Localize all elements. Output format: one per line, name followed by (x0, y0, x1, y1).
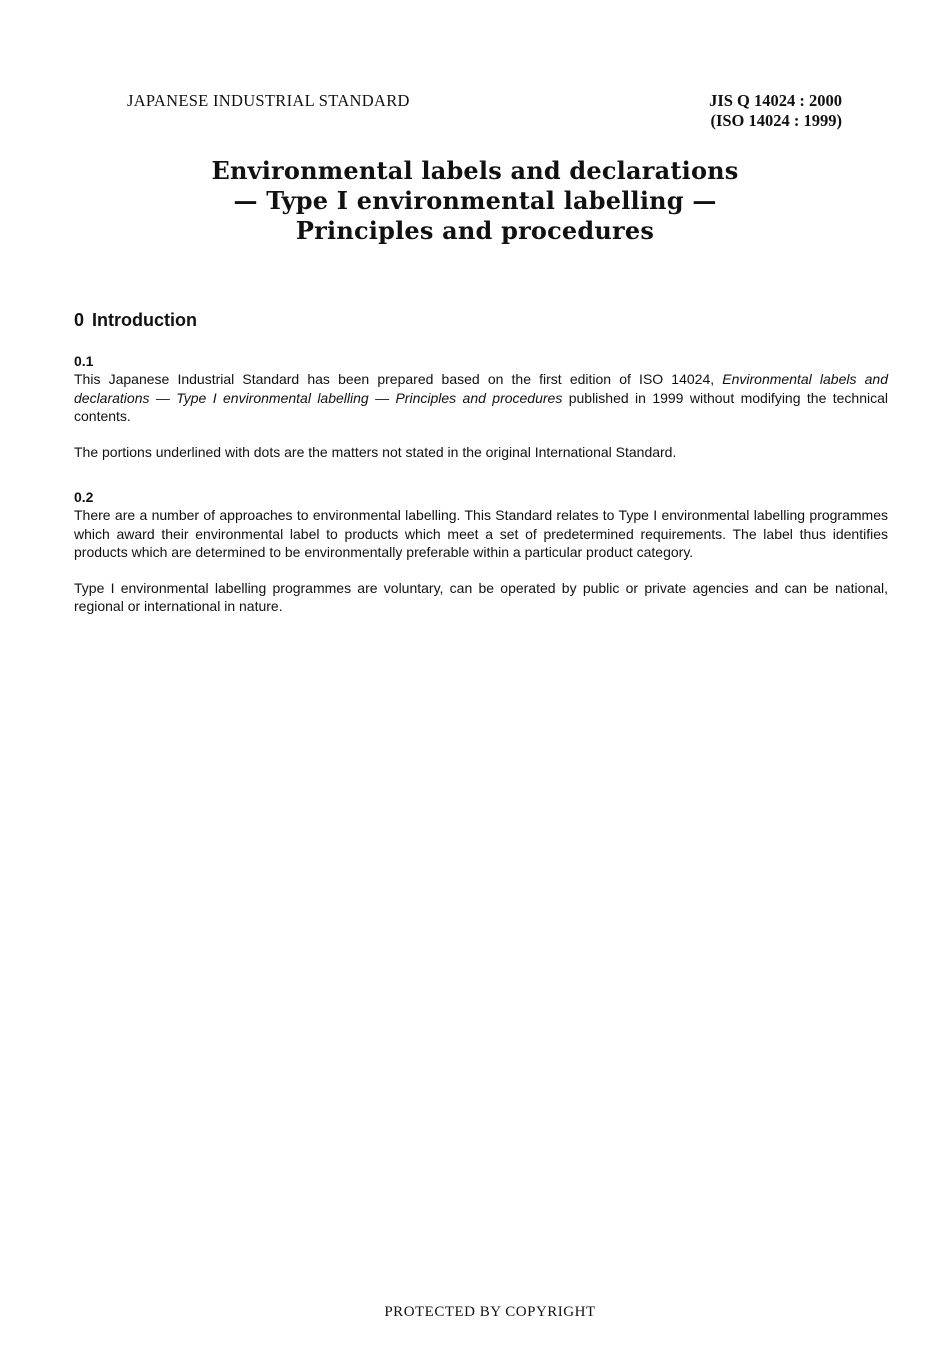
standard-type-label: JAPANESE INDUSTRIAL STANDARD (127, 91, 410, 110)
document-title (0, 156, 950, 246)
paragraph-text: published in 1999 without modifying the technical contents. (74, 389, 888, 424)
section-number: 0 (74, 310, 85, 330)
copyright-footer: PROTECTED BY COPYRIGHT (384, 1304, 596, 1320)
clause-number: 0.1 (74, 353, 94, 369)
clause-paragraph (74, 370, 888, 426)
title-line-2: — Type I environmental labelling — (233, 186, 717, 215)
clause-paragraph: The portions underlined with dots are the matters not stated in the original International Standard. (74, 443, 677, 460)
paragraph-text: This Japanese Industrial Standard has been prepared based on the first edition of ISO 14024, (74, 371, 723, 387)
section-heading (74, 309, 888, 331)
clause-paragraph: Type I environmental labelling programmes are voluntary, can be operated by public or private agencies and can be national, regional or international in nature. (74, 579, 888, 614)
clause-0-1 (74, 352, 888, 461)
clause-paragraph: There are a number of approaches to environmental labelling. This Standard relates to Type I environmental labelling programmes which award their environmental label to products which meet a set of predetermined requirements. The label thus identifies products which are determined to be environmentally preferable within a particular product category. (74, 507, 888, 560)
clause-number: 0.2 (74, 489, 94, 505)
standard-code-block (709, 91, 842, 131)
iso-code: (ISO 14024 : 1999) (710, 111, 842, 130)
jis-code: JIS Q 14024 : 2000 (709, 91, 842, 110)
referenced-title: Environmental labels and declarations — Type I environmental labelling — Principles and procedures (74, 371, 888, 406)
section-title: Introduction (92, 310, 197, 330)
title-line-1: Environmental labels and declarations (211, 156, 739, 185)
title-line-3: Principles and procedures (295, 216, 655, 245)
clause-0-2 (74, 488, 888, 616)
document-body (74, 309, 888, 633)
